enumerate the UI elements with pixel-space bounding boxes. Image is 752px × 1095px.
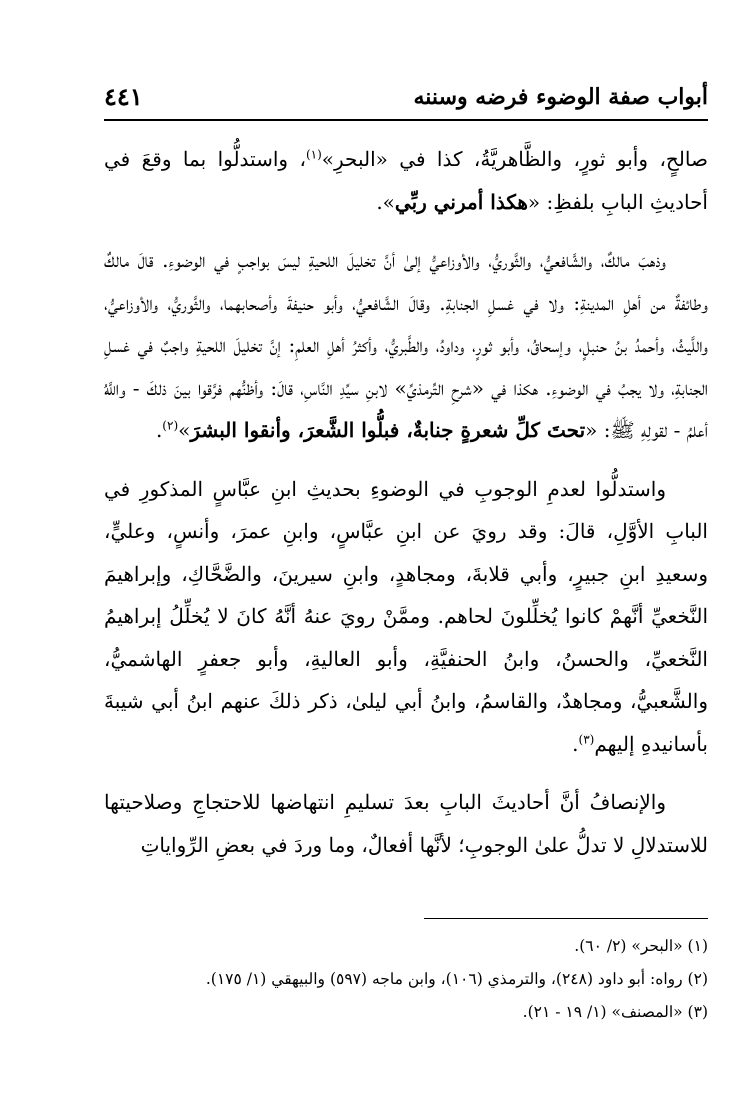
footnote-divider <box>424 918 708 919</box>
paragraph-2-text: وذهبَ مالكٌ، والشَّافعيُّ، والثَّوريُّ، والأوزاعيُّ إلىٰ أنَّ تخليلَ اللحيةِ ليسَ بواجبٍ في الوضوءِ. قالَ مالكٌ وطائفةٌ من أهلِ المدينةِ: ولا في غسلِ الجنابةِ. وقالَ الشَّافعيُّ، وأبو حنيفةَ وأصحابهما، والثَّوريُّ، والأوزاعيُّ، واللَّيثُ، وأحمدُ بنُ حنبلٍ، وإسحاقُ، وأبو ثورٍ، وداودُ، والطَّبريُّ، وأكثرُ أهلِ العلمِ: إنَّ تخليلَ اللحيةِ واجبٌ في غسلِ الجنابةِ، ولا يجبُ في الوضوءِ. هكذا في «شرحِ التِّرمذيِّ» لابنِ سيِّدِ النَّاسِ، قالَ: وأظنُّهم فرَّقوا بينَ ذلكَ - واللَّهُ أعلمُ - لقولِهِ ﷺ: « <box>104 248 708 442</box>
footnote-ref-2: (٢) <box>162 418 179 433</box>
header-divider <box>104 119 708 121</box>
paragraph-3-text-2: . <box>572 731 579 756</box>
main-text <box>104 138 708 866</box>
paragraph-4 <box>104 781 708 866</box>
chapter-title: أبواب صفة الوضوء فرضه وسننه <box>413 84 708 110</box>
paragraph-3-text: واستدلُّوا لعدمِ الوجوبِ في الوضوءِ بحديثِ ابنِ عبَّاسٍ المذكورِ في البابِ الأوَّلِ، قالَ: وقد رويَ عن ابنِ عبَّاسٍ، وابنِ عمرَ، وأنسٍ، وعليٍّ، وسعيدِ ابنِ جبيرٍ، وأبي قلابةَ، ومجاهدٍ، وابنِ سيرينَ، والضَّحَّاكِ، وإبراهيمَ النَّخعيِّ أنَّهمْ كانوا يُخلِّلونَ لحاهم. وممَّنْ رويَ عنهُ أنَّهُ كانَ لا يُخلِّلُ إبراهيمُ النَّخعيِّ، والحسنُ، وابنُ الحنفيَّةِ، وأبو العاليةِ، وأبو جعفرٍ الهاشميُّ، والشَّعبيُّ، ومجاهدٌ، والقاسمُ، وابنُ أبي ليلىٰ، ذكر ذلكَ عنهم ابنُ أبي شيبةَ بأسانيدهِ إليهم <box>104 476 708 756</box>
paragraph-2 <box>104 239 708 452</box>
footnotes <box>104 930 708 1029</box>
paragraph-3 <box>104 468 708 766</box>
footnote-ref-1: (١) <box>305 147 322 162</box>
paragraph-1 <box>104 138 708 223</box>
hadith-quote-1: هكذا أمرني ربِّي <box>394 189 528 214</box>
hadith-quote-2: تحتَ كلِّ شعرةٍ جنابةٌ، فبلُّوا الشَّعرَ، وأنقوا البشرَ <box>190 418 586 442</box>
paragraph-2-text-3: . <box>155 418 163 442</box>
footnote-3: (٣) «المصنف» (١/ ١٩ - ٢١). <box>522 1003 708 1021</box>
paragraph-1-text: صالحٍ، وأبو ثورٍ، والظَّاهريَّةُ، كذا في «البحرِ» <box>321 147 708 171</box>
paragraph-2-text-2: » <box>178 418 191 442</box>
paragraph-4-text: والإنصافُ أنَّ أحاديثَ البابِ بعدَ تسليمِ انتهاضها للاحتجاجِ وصلاحيتها للاستدلالِ لا تدلُّ علىٰ الوجوبِ؛ لأنَّها أفعالٌ، وما وردَ في بعضِ الرِّواياتِ <box>104 790 708 857</box>
running-header <box>104 78 708 116</box>
paragraph-1-text-2: ، واستدلُّوا بما وقعَ في أحاديثِ البابِ بلفظِ: « <box>104 147 708 214</box>
footnote-2: (٢) رواه: أبو داود (٢٤٨)، والترمذي (١٠٦)، وابن ماجه (٥٩٧) والبيهقي (١/ ١٧٥). <box>205 970 708 988</box>
footnote-1: (١) «البحر» (٢/ ٦٠). <box>574 937 708 955</box>
paragraph-1-text-3: ». <box>376 189 395 214</box>
page-number: ٤٤١ <box>104 82 143 111</box>
footnote-ref-3: (٣) <box>578 731 595 746</box>
